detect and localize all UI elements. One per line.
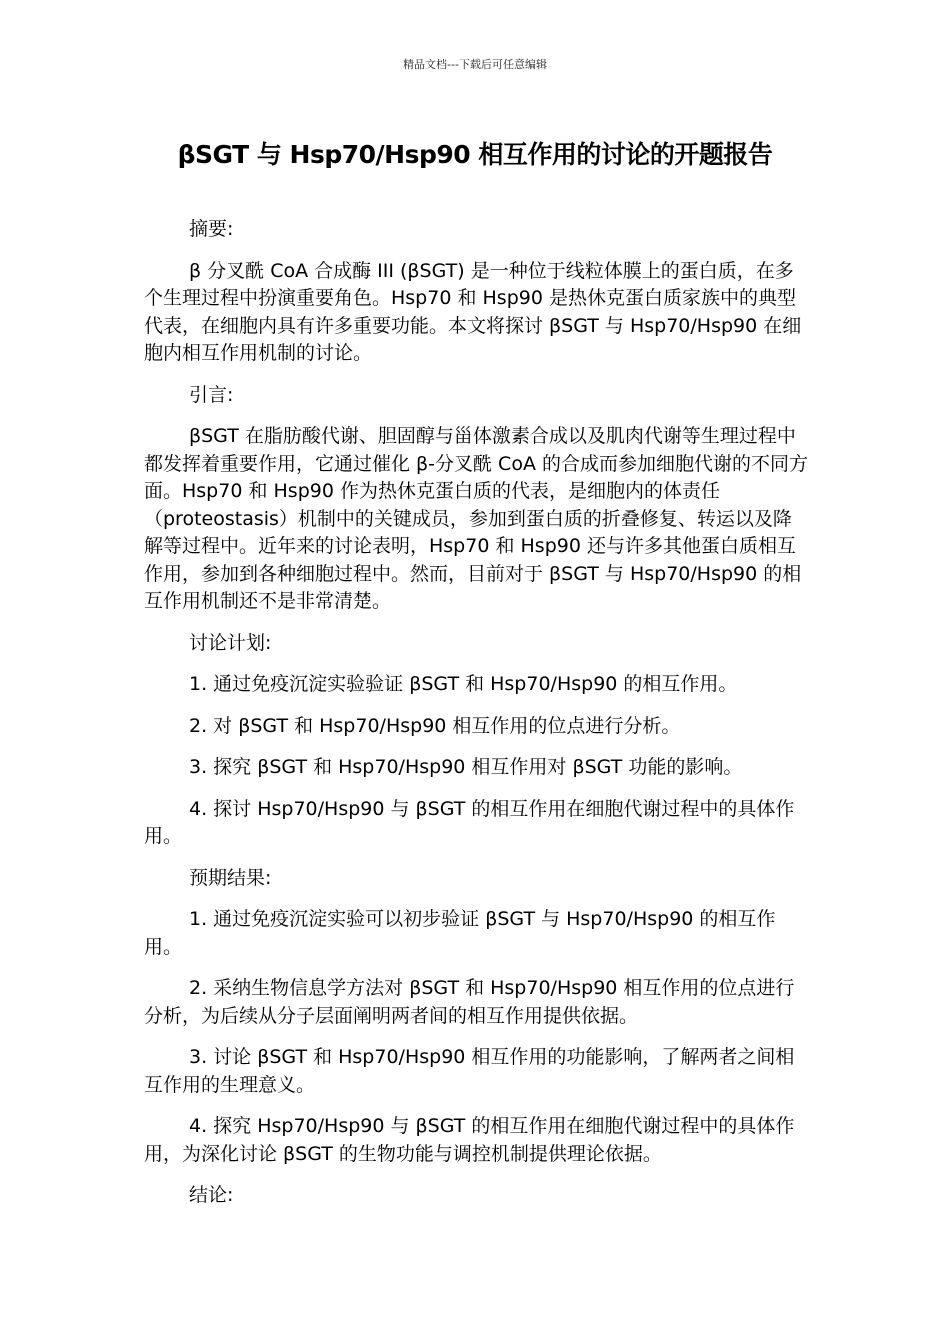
section-heading-conclusion: 结论:	[189, 1184, 234, 1206]
result-item-2: 2. 采纳生物信息学方法对 βSGT 和 Hsp70/Hsp90 相互作用的位点进行分析，为后续从分子层面阐明两者间的相互作用提供依据。	[144, 977, 795, 1027]
document-body	[144, 216, 809, 1224]
paragraph-introduction: βSGT 在脂肪酸代谢、胆固醇与甾体激素合成以及肌肉代谢等生理过程中都发挥着重要作用，它通过催化 β-分叉酰 CoA 的合成而参加细胞代谢的不同方面。Hsp70 和 Hsp90 作为热休克蛋白质的代表，是细胞内的体责任（proteostasis）机制中的关键成员，参加到蛋白质的折叠修复、转运以及降解等过程中。近年来的讨论表明，Hsp70 和 Hsp90 还与许多其他蛋白质相互作用，参加到各种细胞过程中。然而，目前对于 βSGT 与 Hsp70/Hsp90 的相互作用机制还不是非常清楚。	[144, 425, 808, 612]
plan-item-1: 1. 通过免疫沉淀实验验证 βSGT 和 Hsp70/Hsp90 的相互作用。	[189, 673, 738, 695]
paragraph-abstract: β 分叉酰 CoA 合成酶 III (βSGT) 是一种位于线粒体膜上的蛋白质，在多个生理过程中扮演重要角色。Hsp70 和 Hsp90 是热休克蛋白质家族中的典型代表，在细胞内具有许多重要功能。本文将探讨 βSGT 与 Hsp70/Hsp90 在细胞内相互作用机制的讨论。	[144, 259, 802, 364]
result-item-1: 1. 通过免疫沉淀实验可以初步验证 βSGT 与 Hsp70/Hsp90 的相互作用。	[144, 908, 776, 958]
section-heading-introduction: 引言:	[189, 383, 234, 406]
plan-item-3: 3. 探究 βSGT 和 Hsp70/Hsp90 相互作用对 βSGT 功能的影响。	[189, 756, 743, 778]
result-item-3: 3. 讨论 βSGT 和 Hsp70/Hsp90 相互作用的功能影响，了解两者之间相互作用的生理意义。	[144, 1046, 795, 1096]
result-item-4: 4. 探究 Hsp70/Hsp90 与 βSGT 的相互作用在细胞代谢过程中的具体作用，为深化讨论 βSGT 的生物功能与调控机制提供理论依据。	[144, 1115, 795, 1165]
plan-item-2: 2. 对 βSGT 和 Hsp70/Hsp90 相互作用的位点进行分析。	[189, 714, 681, 737]
section-heading-expected-results: 预期结果:	[189, 866, 272, 889]
header-note: 精品文档---下载后可任意编辑	[403, 58, 547, 71]
document-title: βSGT 与 Hsp70/Hsp90 相互作用的讨论的开题报告	[177, 140, 773, 169]
section-heading-abstract: 摘要:	[189, 218, 234, 240]
section-heading-research-plan: 讨论计划:	[189, 631, 272, 654]
plan-item-4: 4. 探讨 Hsp70/Hsp90 与 βSGT 的相互作用在细胞代谢过程中的具体作用。	[144, 797, 795, 847]
